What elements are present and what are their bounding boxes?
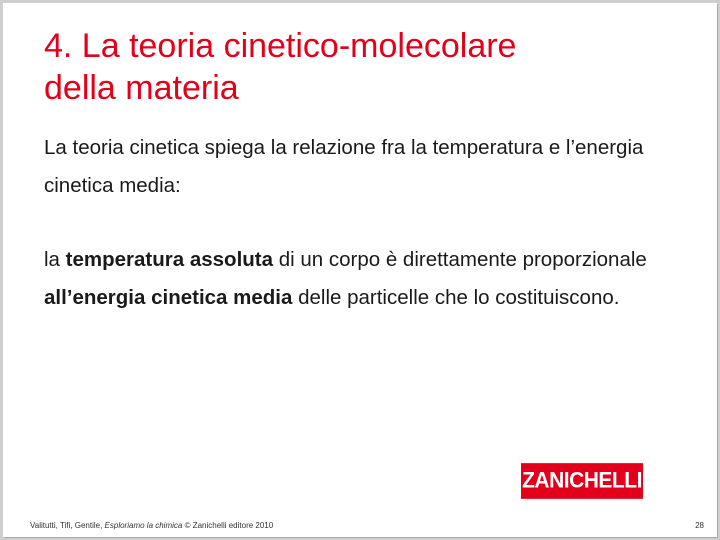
title-line-1: 4. La teoria cinetico-molecolare xyxy=(44,27,517,65)
slide-title xyxy=(44,25,684,109)
footer-book-title: Esploriamo la chimica xyxy=(104,521,183,530)
statement-paragraph xyxy=(44,241,684,317)
footer-publisher: © Zanichelli editore 2010 xyxy=(182,521,274,530)
intro-paragraph: La teoria cinetica spiega la relazione fra la temperatura e l’energia cinetica media: xyxy=(44,136,644,197)
page-number: 28 xyxy=(695,521,704,530)
footer-authors: Valitutti, Tifi, Gentile, xyxy=(30,521,105,530)
term-absolute-temperature: temperatura assoluta xyxy=(65,248,274,271)
title-line-2: della materia xyxy=(44,69,239,107)
zanichelli-logo: ZANICHELLI xyxy=(521,463,643,499)
statement-text-1: la xyxy=(44,248,66,271)
statement-text-2: di un corpo è direttamente proporzionale xyxy=(273,248,647,271)
term-mean-kinetic-energy: all’energia cinetica media xyxy=(44,286,293,309)
statement-text-3: delle particelle che lo costituiscono. xyxy=(292,286,620,309)
slide xyxy=(3,3,717,537)
footer-credits xyxy=(30,521,273,530)
